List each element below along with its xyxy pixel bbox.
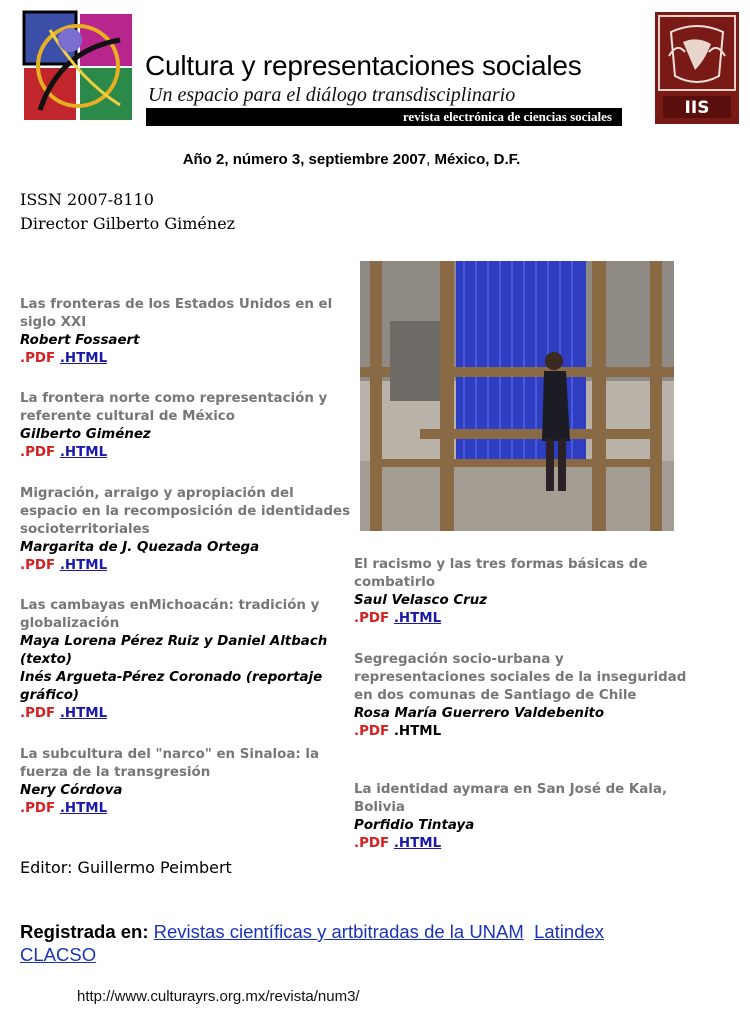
article-item [354,651,694,741]
article-links [20,350,354,368]
article-links [20,705,354,723]
pdf-link[interactable]: .PDF [354,611,390,626]
article-title: Migración, arraigo y apropiación del espacio en la recomposición de identidades socioterritoriales [20,486,351,537]
article-author: Porfidio Tintaya [354,818,475,833]
html-link[interactable]: .HTML [59,706,108,721]
html-link[interactable]: .HTML [393,611,442,626]
article-links [354,835,694,853]
director: Director Gilberto Giménez [20,214,236,233]
article-author: Rosa María Guerrero Valdebenito [354,706,605,721]
article-author: Saul Velasco Cruz [354,593,488,608]
article-author: Robert Fossaert [20,333,140,348]
registrada-label: Registrada en: [20,921,149,942]
article-item [20,746,354,818]
article-item [20,296,354,368]
html-link[interactable]: .HTML [59,801,108,816]
article-links [354,723,694,741]
journal-tagline-bar [146,108,622,126]
html-link[interactable]: .HTML [59,351,108,366]
article-author: Margarita de J. Quezada Ortega [20,540,260,555]
article-title: La subcultura del "narco" en Sinaloa: la fuerza de la transgresión [20,747,320,780]
issue-line [0,151,703,169]
unam-crest-logo [655,12,739,124]
article-item [354,556,694,628]
editor: Editor: Guillermo Peimbert [20,858,232,877]
issue-date: Año 2, número 3, septiembre 2007 [182,151,427,168]
pdf-link[interactable]: .PDF [20,351,56,366]
loom-weaver-photo [360,261,674,531]
article-item [20,485,354,575]
article-links [20,444,354,462]
latindex-link[interactable]: Latindex [534,921,605,942]
article-title: La frontera norte como representación y referente cultural de México [20,391,328,424]
article-author: Maya Lorena Pérez Ruiz y Daniel Altbach (texto) [20,634,328,667]
article-title: Las fronteras de los Estados Unidos en el siglo XXI [20,297,333,330]
registrada-en [20,920,720,966]
article-title: La identidad aymara en San José de Kala, Bolivia [354,782,668,815]
crest-iis-text: IIS [684,98,710,118]
article-item [354,781,694,853]
journal-title: Cultura y representaciones sociales [145,50,582,81]
article-title: El racismo y las tres formas básicas de combatirlo [354,557,648,590]
html-link[interactable]: .HTML [393,724,442,739]
pdf-link[interactable]: .PDF [20,445,56,460]
article-links [354,610,694,628]
article-item [20,390,354,462]
article-author-photos: Inés Argueta-Pérez Coronado (reportaje gráfico) [20,670,323,703]
unam-link[interactable]: Revistas científicas y artbitradas de la UNAM [153,921,524,942]
journal-subtitle: Un espacio para el diálogo transdisciplinario [148,84,516,106]
pdf-link[interactable]: .PDF [20,706,56,721]
pdf-link[interactable]: .PDF [354,836,390,851]
pdf-link[interactable]: .PDF [20,558,56,573]
html-link[interactable]: .HTML [393,836,442,851]
article-item [20,597,354,723]
html-link[interactable]: .HTML [59,558,108,573]
pdf-link[interactable]: .PDF [354,724,390,739]
journal-logo [20,10,136,124]
html-link[interactable]: .HTML [59,445,108,460]
article-author: Gilberto Giménez [20,427,151,442]
article-author: Nery Córdova [20,783,123,798]
pdf-link[interactable]: .PDF [20,801,56,816]
issue-separator: , [426,151,431,168]
issn: ISSN 2007-8110 [20,190,154,209]
article-links [20,800,354,818]
article-title: Las cambayas enMichoacán: tradición y globalización [20,598,320,631]
article-links [20,557,354,575]
article-title: Segregación socio-urbana y representaciones sociales de la inseguridad en dos comunas de Santiago de Chile [354,652,687,703]
page-url: http://www.culturayrs.org.mx/revista/num3/ [77,988,360,1005]
journal-tagline: revista electrónica de ciencias sociales [402,109,612,124]
clacso-link[interactable]: CLACSO [20,944,97,965]
issue-place: México, D.F. [434,151,521,168]
